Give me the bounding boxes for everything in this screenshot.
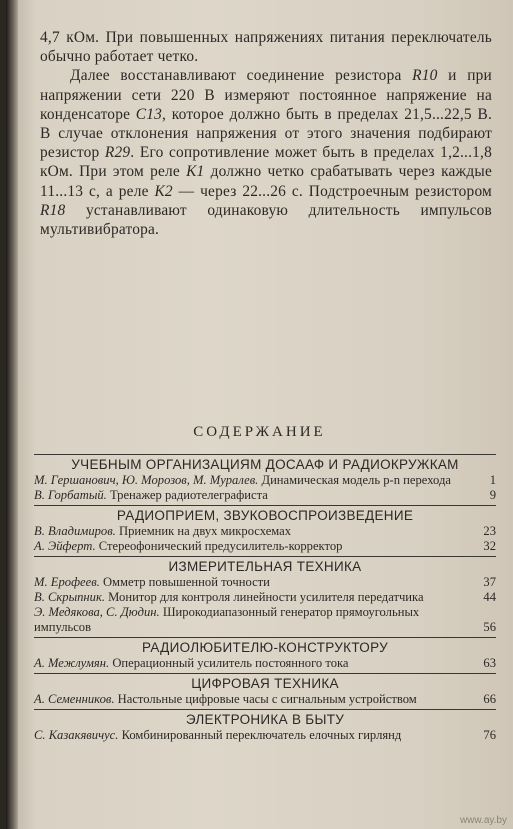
divider <box>34 505 496 506</box>
p2-text-f: — через 22...26 с. Подстроечным резистором <box>172 182 492 200</box>
entry-title: Стереофонический предусилитель-корректор <box>95 539 343 553</box>
book-page <box>6 0 513 829</box>
page-number: 66 <box>483 692 496 706</box>
ref-r10: R10 <box>412 67 438 85</box>
toc-entry[interactable] <box>34 473 496 488</box>
entry-author: В. Горбатый. <box>34 488 107 502</box>
p2-text-b: и при напряжении сети 220 В измеряют постоянное напряжение на конденсаторе <box>40 67 492 123</box>
ref-k2: K2 <box>154 182 173 200</box>
p2-text-g: устанавливают одинаковую длительность импульсов мультивибратора. <box>40 201 492 239</box>
section-heading: ЭЛЕКТРОНИКА В БЫТУ <box>185 712 345 727</box>
toc-entry[interactable] <box>34 488 496 503</box>
p2-text-e: должно четко срабатывать через каждые 11...13 с, а реле <box>40 163 492 200</box>
divider <box>34 637 496 638</box>
section-heading: ИЗМЕРИТЕЛЬНАЯ ТЕХНИКА <box>168 559 362 574</box>
entry-author: А. Семенников. <box>34 692 115 706</box>
book-spine <box>6 0 18 829</box>
section-heading: РАДИОЛЮБИТЕЛЮ-КОНСТРУКТОРУ <box>142 640 388 655</box>
ref-r29: R29 <box>104 144 131 162</box>
entry-author: А. Межлумян. <box>34 656 110 670</box>
entry-title: Комбинированный переключатель елочных гирлянд <box>118 728 402 742</box>
paragraph-1: 4,7 кОм. При повышенных напряжениях питания переключатель обычно работает четко. <box>40 29 492 66</box>
entry-title: Монитор для контроля линейности усилителя передатчика <box>105 590 424 604</box>
page-number: 37 <box>483 575 496 589</box>
ref-c13: C13 <box>135 105 163 123</box>
toc-entry[interactable] <box>34 728 496 743</box>
section-heading: ЦИФРОВАЯ ТЕХНИКА <box>191 676 339 691</box>
divider <box>34 673 496 674</box>
ref-r18: R18 <box>40 201 66 219</box>
entry-title: Тренажер радиотелеграфиста <box>106 488 268 502</box>
entry-title: Настольные цифровые часы с сигнальным устройством <box>114 692 417 706</box>
entry-author: В. Владимиров. <box>34 524 116 538</box>
p2-text-d: . Его сопротивление может быть в пределах 1,2...1,8 кОм. При этом реле <box>40 144 492 181</box>
entry-title: Омметр повышенной точности <box>99 575 270 589</box>
entry-author: Э. Медякова, С. Дюдин. <box>34 605 160 619</box>
watermark: www.ay.by <box>459 815 507 826</box>
entry-title: Широкодиапазонный генератор прямоугольных импульсов <box>34 605 420 634</box>
entry-title: Операционный усилитель постоянного тока <box>109 656 349 670</box>
toc-entry[interactable] <box>34 692 496 707</box>
entry-author: А. Эйферт. <box>34 539 96 553</box>
page-number: 9 <box>489 488 496 502</box>
toc-entry[interactable] <box>34 524 496 539</box>
divider <box>34 454 496 455</box>
divider <box>34 709 496 710</box>
toc-entry[interactable] <box>34 539 496 554</box>
body-text <box>40 28 492 239</box>
entry-author: М. Гершанович, Ю. Морозов, М. Муралев. <box>34 473 259 487</box>
toc-entry[interactable] <box>34 656 496 671</box>
paragraph-2 <box>40 66 492 239</box>
toc-entry[interactable] <box>34 575 496 590</box>
p2-text-a: Далее восстанавливают соединение резистора <box>70 67 413 85</box>
section-heading: РАДИОПРИЕМ, ЗВУКОВОСПРОИЗВЕДЕНИЕ <box>116 508 414 523</box>
page-number: 44 <box>483 590 496 604</box>
entry-author: С. Казакявичус. <box>34 728 119 742</box>
entry-author: М. Ерофеев. <box>34 575 100 589</box>
page-number: 23 <box>483 524 496 538</box>
page-number: 32 <box>483 539 496 553</box>
page-number: 76 <box>483 728 496 742</box>
divider <box>34 556 496 557</box>
section-heading: УЧЕБНЫМ ОРГАНИЗАЦИЯМ ДОСААФ И РАДИОКРУЖКАМ <box>71 457 459 472</box>
page-number: 1 <box>489 473 496 487</box>
ref-k1: K1 <box>186 163 205 181</box>
p2-text-c: , которое должно быть в пределах 21,5...22,5 В. В случае отклонения напряжения от этого значения подбирают резистор <box>40 105 492 162</box>
table-of-contents <box>34 452 496 743</box>
toc-entry[interactable] <box>34 590 496 605</box>
page-number: 63 <box>483 656 496 670</box>
page-number: 56 <box>483 620 496 634</box>
entry-title: Приемник на двух микросхемах <box>115 524 292 538</box>
entry-author: В. Скрыпник. <box>34 590 105 604</box>
toc-title: СОДЕРЖАНИЕ <box>193 424 326 440</box>
entry-title: Динамическая модель p-n перехода <box>258 473 451 487</box>
toc-entry[interactable] <box>34 605 496 635</box>
